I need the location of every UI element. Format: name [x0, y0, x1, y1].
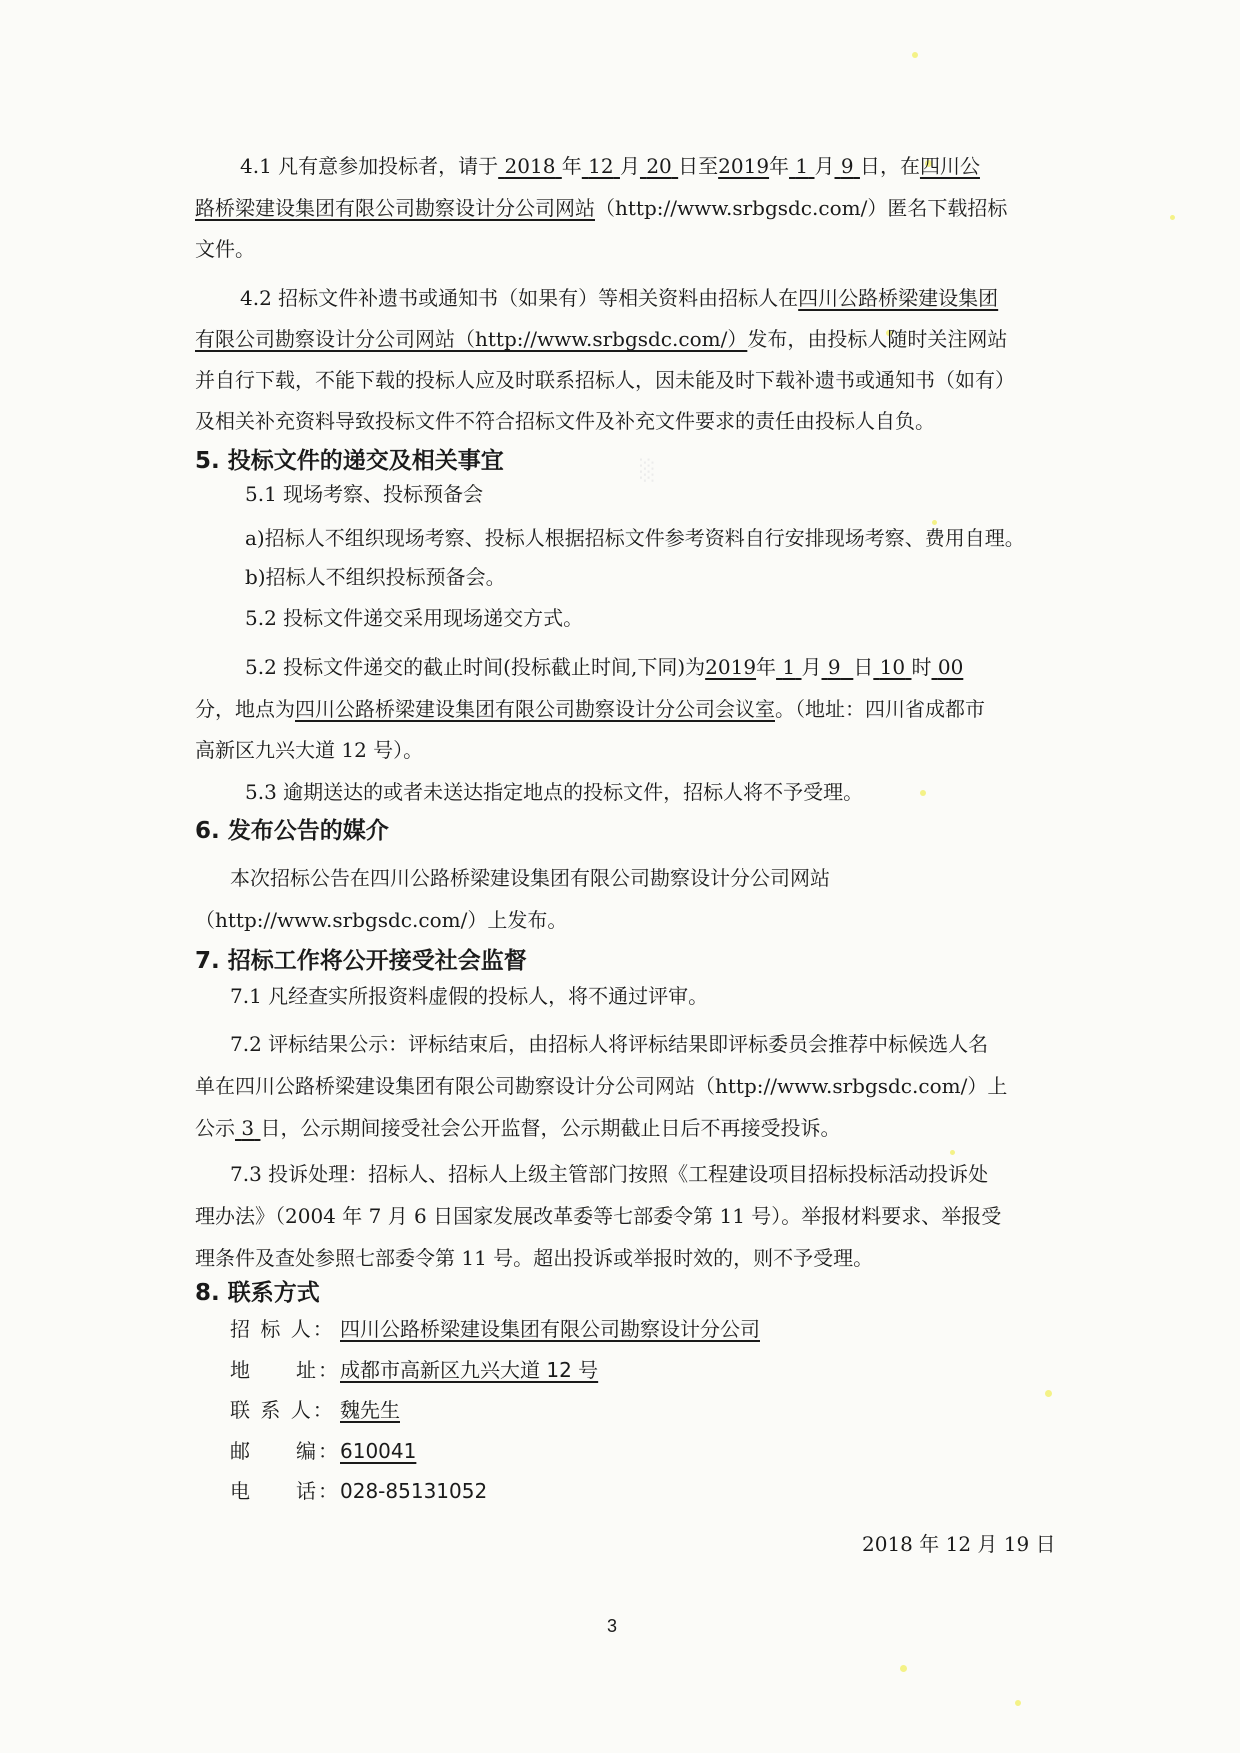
section-5-2b-line-1: 5.2 投标文件递交的截止时间(投标截止时间,下同)为2019年 1 月 9 日 10 时 00 — [245, 655, 964, 679]
section-5-3: 5.3 逾期送达的或者未送达指定地点的投标文件，招标人将不予受理。 — [245, 780, 864, 804]
section-4-2-line-3: 并自行下载，不能下载的投标人应及时联系招标人，因未能及时下载补遗书或通知书（如有） — [195, 368, 1015, 392]
page-number: 3 — [607, 1616, 618, 1636]
contact-person: 联 系 人： 魏先生 — [230, 1398, 400, 1422]
section-7-3-line-2: 理办法》（2004 年 7 月 6 日国家发展改革委等七部委令第 11 号）。举报材料要求、举报受 — [195, 1204, 1002, 1228]
document-date: 2018 年 12 月 19 日 — [862, 1532, 1056, 1556]
contact-postcode: 邮 编：610041 — [230, 1439, 417, 1463]
contact-phone: 电 话：028-85131052 — [230, 1479, 488, 1503]
section-5-1: 5.1 现场考察、投标预备会 — [245, 482, 484, 506]
section-7-2-line-1: 7.2 评标结果公示：评标结束后，由招标人将评标结果即评标委员会推荐中标候选人名 — [230, 1032, 989, 1056]
speck — [1045, 1390, 1052, 1397]
bleed-through: ░ — [640, 458, 656, 482]
contact-tenderer: 招 标 人： 四川公路桥梁建设集团有限公司勘察设计分公司 — [230, 1317, 760, 1341]
section-6-line-1: 本次招标公告在四川公路桥梁建设集团有限公司勘察设计分公司网站 — [230, 866, 830, 890]
section-5-1-b: b)招标人不组织投标预备会。 — [245, 565, 506, 589]
section-7-1: 7.1 凡经查实所报资料虚假的投标人，将不通过评审。 — [230, 984, 709, 1008]
section-7-3-line-3: 理条件及查处参照七部委令第 11 号。超出投诉或举报时效的，则不予受理。 — [195, 1246, 874, 1270]
heading-7: 7. 招标工作将公开接受社会监督 — [195, 948, 527, 974]
section-4-1-line-1: 4.1 凡有意参加投标者，请于 2018 年 12 月 20 日至2019年 1 月 9 日，在四川公 — [240, 154, 980, 178]
section-4-2-line-2: 有限公司勘察设计分公司网站（http://www.srbgsdc.com/）发布，由投标人随时关注网站 — [195, 327, 1008, 351]
section-5-2b-line-2: 分，地点为四川公路桥梁建设集团有限公司勘察设计分公司会议室。（地址：四川省成都市 — [195, 697, 985, 721]
speck — [900, 1665, 907, 1672]
section-7-3-line-1: 7.3 投诉处理：招标人、招标人上级主管部门按照《工程建设项目招标投标活动投诉处 — [230, 1162, 989, 1186]
speck — [1015, 1700, 1021, 1706]
speck — [912, 52, 918, 58]
contact-address: 地 址：成都市高新区九兴大道 12 号 — [230, 1358, 599, 1382]
speck — [920, 790, 926, 796]
section-7-2-line-3: 公示 3 日，公示期间接受社会公开监督，公示期截止日后不再接受投诉。 — [195, 1116, 841, 1140]
section-4-1-line-3: 文件。 — [195, 237, 255, 261]
section-6-line-2: （http://www.srbgsdc.com/）上发布。 — [195, 908, 568, 932]
heading-8: 8. 联系方式 — [195, 1280, 320, 1306]
section-4-1-line-2: 路桥梁建设集团有限公司勘察设计分公司网站（http://www.srbgsdc.com/）匿名下载招标 — [195, 196, 1008, 220]
section-5-2b-line-3: 高新区九兴大道 12 号）。 — [195, 738, 424, 762]
section-5-1-a: a)招标人不组织现场考察、投标人根据招标文件参考资料自行安排现场考察、费用自理。 — [245, 526, 1025, 550]
speck — [1170, 215, 1175, 220]
section-7-2-line-2: 单在四川公路桥梁建设集团有限公司勘察设计分公司网站（http://www.srbgsdc.com/）上 — [195, 1074, 1008, 1098]
section-4-2-line-1: 4.2 招标文件补遗书或通知书（如果有）等相关资料由招标人在四川公路桥梁建设集团 — [240, 286, 999, 310]
heading-6: 6. 发布公告的媒介 — [195, 818, 389, 844]
section-5-2: 5.2 投标文件递交采用现场递交方式。 — [245, 606, 584, 630]
heading-5: 5. 投标文件的递交及相关事宜 — [195, 448, 504, 474]
speck — [950, 1150, 955, 1155]
section-4-2-line-4: 及相关补充资料导致投标文件不符合招标文件及补充文件要求的责任由投标人自负。 — [195, 409, 935, 433]
